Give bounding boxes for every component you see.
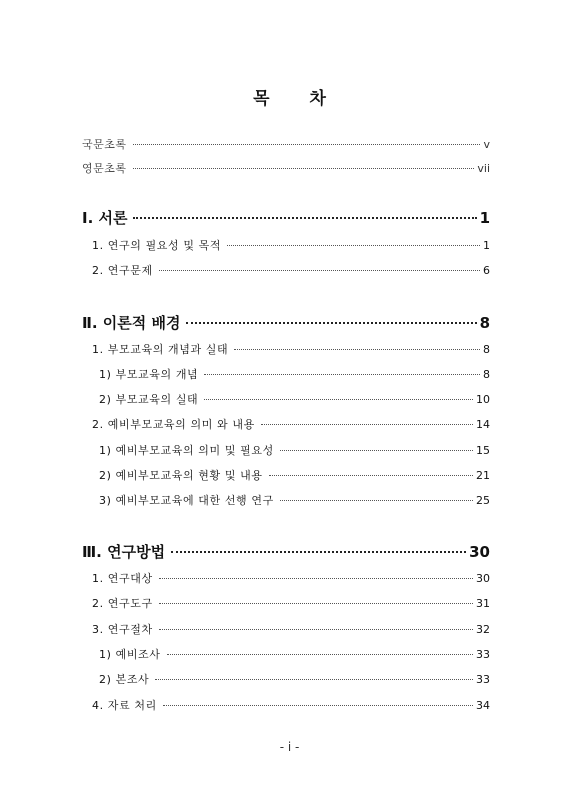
title-second-char: 차 (309, 89, 326, 109)
toc-entry-page: 10 (476, 393, 490, 406)
toc-entry-label: 4. 자료 처리 (92, 699, 157, 712)
toc-entry (82, 312, 490, 333)
toc-entry (99, 671, 490, 687)
toc-entry (92, 341, 490, 357)
toc-entry-page: 8 (483, 368, 490, 381)
toc-entry-label: 영문초록 (82, 162, 127, 175)
dot-leader (227, 245, 480, 246)
dot-leader (133, 168, 475, 169)
dot-leader (234, 349, 480, 350)
toc-entry-label: Ⅰ. 서론 (82, 209, 128, 227)
toc-entry-label: Ⅱ. 이론적 배경 (82, 314, 181, 332)
toc-entry-page: 31 (476, 597, 490, 610)
toc-entry (82, 160, 490, 176)
toc-entry (92, 262, 490, 278)
toc-entry-label: 2. 예비부모교육의 의미 와 내용 (92, 418, 255, 431)
dot-leader (280, 500, 473, 501)
toc-entry-label: 1. 연구대상 (92, 572, 153, 585)
toc-entry-label: 1) 예비조사 (99, 648, 161, 661)
dot-leader (204, 374, 480, 375)
toc-entry-page: 8 (483, 343, 490, 356)
dot-leader (186, 322, 476, 324)
toc-entry (82, 207, 490, 228)
toc-entry (82, 136, 490, 152)
toc-entry-label: 2. 연구도구 (92, 597, 153, 610)
toc-entry-label: 2) 본조사 (99, 673, 150, 686)
toc-entry (92, 416, 490, 432)
dot-leader (159, 578, 473, 579)
toc-entry-page: 1 (483, 239, 490, 252)
toc-entry (92, 697, 490, 713)
page-number-footer: - i - (279, 740, 300, 754)
title-first-char: 목 (253, 89, 270, 109)
toc-entry-label: 1) 예비부모교육의 의미 및 필요성 (99, 444, 274, 457)
toc-entry-page: 6 (483, 264, 490, 277)
toc-entry-page: 33 (476, 648, 490, 661)
toc-entry-page: 30 (469, 543, 490, 561)
toc-entry-label: 1. 연구의 필요성 및 목적 (92, 239, 222, 252)
toc-entry (99, 492, 490, 508)
toc-entry-label: 2. 연구문제 (92, 264, 153, 277)
toc-entry-label: 1. 부모교육의 개념과 실태 (92, 343, 229, 356)
toc-entry-label: 국문초록 (82, 138, 127, 151)
toc-entry (92, 237, 490, 253)
toc-entry-label: 3. 연구절차 (92, 623, 153, 636)
toc-entry (92, 595, 490, 611)
toc-entry-page: 33 (476, 673, 490, 686)
toc-entry-page: 8 (479, 314, 490, 332)
toc-entry-page: 1 (479, 209, 490, 227)
toc-entry-page: 34 (476, 699, 490, 712)
toc-entry-label: 1) 부모교육의 개념 (99, 368, 199, 381)
toc-entry-label: 2) 부모교육의 실태 (99, 393, 199, 406)
toc-entry (99, 442, 490, 458)
dot-leader (159, 629, 473, 630)
toc-entry-page: 32 (476, 623, 490, 636)
dot-leader (133, 144, 481, 145)
dot-leader (204, 399, 473, 400)
toc-entry (99, 467, 490, 483)
toc-entry-page: 30 (476, 572, 490, 585)
toc-entry-page: vii (477, 162, 490, 175)
toc-entry (99, 646, 490, 662)
toc-entry (92, 570, 490, 586)
toc-entry-page: 14 (476, 418, 490, 431)
toc-entry (92, 621, 490, 637)
dot-leader (133, 217, 476, 219)
toc-entry (82, 541, 490, 562)
dot-leader (159, 270, 480, 271)
toc-entry-page: v (483, 138, 490, 151)
toc-entry-label: Ⅲ. 연구방법 (82, 543, 166, 561)
dot-leader (163, 705, 473, 706)
toc-entry (99, 391, 490, 407)
dot-leader (261, 424, 473, 425)
dot-leader (280, 450, 473, 451)
dot-leader (159, 603, 473, 604)
toc-entry-label: 2) 예비부모교육의 현황 및 내용 (99, 469, 263, 482)
dot-leader (171, 551, 466, 553)
dot-leader (167, 654, 474, 655)
toc-entry-page: 15 (476, 444, 490, 457)
dot-leader (269, 475, 473, 476)
dot-leader (155, 679, 473, 680)
toc-entry-label: 3) 예비부모교육에 대한 선행 연구 (99, 494, 274, 507)
toc-entry-page: 25 (476, 494, 490, 507)
toc-entry-page: 21 (476, 469, 490, 482)
toc-entry (99, 366, 490, 382)
